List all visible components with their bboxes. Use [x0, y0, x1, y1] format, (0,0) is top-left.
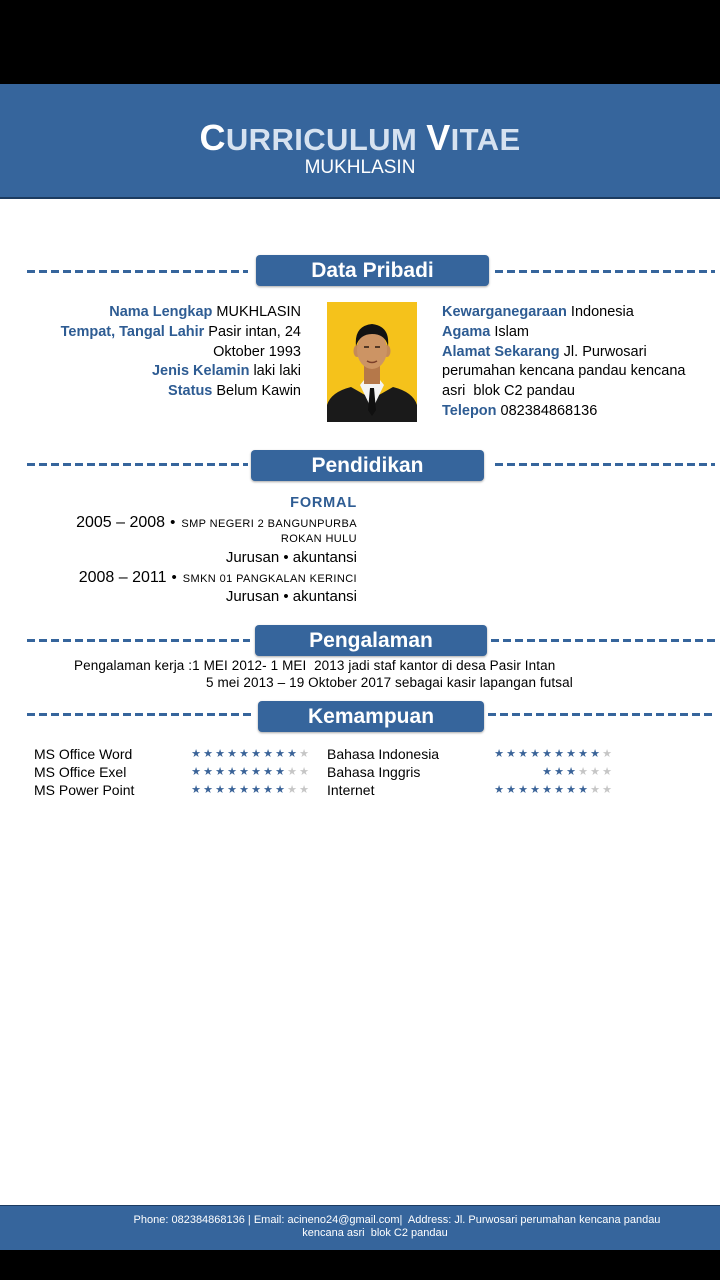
field-value: Islam: [494, 323, 530, 340]
section-divider-right: [495, 270, 715, 273]
field-label: Status: [168, 383, 213, 400]
star-empty-icon: ★: [287, 765, 297, 778]
star-filled-icon: ★: [263, 765, 273, 778]
education-entry-1: [0, 513, 357, 533]
field-current-address: [442, 343, 716, 363]
star-filled-icon: ★: [542, 765, 552, 778]
skill-name: MS Office Word: [34, 746, 133, 762]
field-label: Nama Lengkap: [109, 304, 213, 320]
education-years: 2005 – 2008: [76, 514, 166, 531]
education-entry-2: [0, 568, 357, 588]
star-filled-icon: ★: [566, 783, 576, 796]
skill-name: Bahasa Inggris: [327, 764, 421, 780]
star-empty-icon: ★: [602, 783, 612, 796]
experience-line: 5 mei 2013 – 19 Oktober 2017 sebagai kasir lapangan futsal: [206, 675, 573, 690]
field-religion: [442, 323, 716, 343]
field-birth-place-date-cont: [39, 343, 301, 363]
star-filled-icon: ★: [215, 747, 225, 760]
star-filled-icon: ★: [251, 783, 261, 796]
star-filled-icon: ★: [518, 747, 528, 760]
education-school: SMP NEGERI 2 BANGUNPURBA: [181, 518, 357, 530]
star-filled-icon: ★: [263, 783, 273, 796]
skill-rating: [190, 781, 310, 799]
star-filled-icon: ★: [554, 765, 564, 778]
star-empty-icon: ★: [299, 747, 309, 760]
cv-header: [0, 84, 720, 199]
field-current-address-cont: [442, 382, 716, 402]
bullet-separator: •: [171, 569, 177, 586]
field-current-address-cont: [442, 362, 716, 382]
field-nationality: [442, 303, 716, 323]
section-heading-education: Pendidikan: [251, 450, 484, 481]
field-label: Tempat, Tangal Lahir: [60, 323, 205, 340]
field-value: Pasir intan, 24: [208, 323, 301, 340]
section-heading-experience: Pengalaman: [255, 625, 487, 656]
star-filled-icon: ★: [191, 765, 201, 778]
field-birth-place-date: [39, 323, 301, 343]
top-black-bar: [0, 0, 720, 84]
skill-name: Bahasa Indonesia: [327, 746, 440, 762]
star-empty-icon: ★: [287, 783, 297, 796]
field-value: MUKHLASIN: [216, 304, 301, 320]
star-filled-icon: ★: [542, 747, 552, 760]
document-subtitle-name: MUKHLASIN: [304, 157, 416, 178]
field-value: Belum Kawin: [216, 383, 301, 400]
field-label: Kewarganegaraan: [442, 304, 567, 320]
star-filled-icon: ★: [578, 747, 588, 760]
personal-fields-right: [442, 303, 716, 422]
skill-name: MS Office Exel: [34, 764, 127, 780]
section-heading-personal: Data Pribadi: [256, 255, 489, 286]
star-filled-icon: ★: [506, 783, 516, 796]
star-filled-icon: ★: [566, 747, 576, 760]
bullet-separator: •: [170, 514, 176, 531]
bottom-black-bar: [0, 1250, 720, 1280]
field-value: laki laki: [253, 363, 301, 380]
profile-photo: [327, 302, 417, 422]
footer-contact-line: kencana asri blok C2 pandau: [302, 1227, 448, 1239]
star-filled-icon: ★: [239, 747, 249, 760]
skill-rating: [190, 763, 310, 781]
field-label: Alamat Sekarang: [442, 343, 560, 360]
education-years: 2008 – 2011: [78, 569, 167, 586]
star-filled-icon: ★: [494, 747, 504, 760]
section-divider-left: [27, 639, 250, 642]
star-empty-icon: ★: [590, 765, 600, 778]
cv-footer: [0, 1205, 720, 1250]
field-phone: [442, 402, 716, 422]
education-major: Jurusan • akuntansi: [225, 588, 357, 605]
field-marital-status: [39, 382, 301, 402]
star-filled-icon: ★: [554, 747, 564, 760]
star-empty-icon: ★: [602, 765, 612, 778]
field-value: Oktober 1993: [213, 343, 301, 360]
star-filled-icon: ★: [251, 747, 261, 760]
title-word-vitae: VITAE: [426, 117, 521, 158]
star-filled-icon: ★: [191, 783, 201, 796]
star-empty-icon: ★: [299, 765, 309, 778]
star-filled-icon: ★: [203, 747, 213, 760]
education-school-cont: ROKAN HULU: [280, 533, 357, 545]
star-empty-icon: ★: [602, 747, 612, 760]
section-heading-skills: Kemampuan: [258, 701, 484, 732]
star-filled-icon: ★: [203, 765, 213, 778]
field-value: asri blok C2 pandau: [442, 383, 575, 400]
star-filled-icon: ★: [191, 747, 201, 760]
document-title: [0, 117, 720, 161]
section-divider-left: [27, 463, 248, 466]
star-filled-icon: ★: [275, 765, 285, 778]
section-divider-left: [27, 270, 248, 273]
star-filled-icon: ★: [251, 765, 261, 778]
field-label: Agama: [442, 323, 491, 340]
star-filled-icon: ★: [275, 747, 285, 760]
field-full-name: [39, 303, 301, 323]
star-filled-icon: ★: [239, 765, 249, 778]
star-filled-icon: ★: [566, 765, 576, 778]
section-divider-left: [27, 713, 253, 716]
star-filled-icon: ★: [227, 765, 237, 778]
star-filled-icon: ★: [530, 783, 540, 796]
star-filled-icon: ★: [518, 783, 528, 796]
education-school: SMKN 01 PANGKALAN KERINCI: [182, 573, 357, 585]
section-divider-right: [495, 463, 715, 466]
skill-rating: [453, 763, 613, 781]
star-filled-icon: ★: [227, 747, 237, 760]
star-filled-icon: ★: [215, 783, 225, 796]
star-empty-icon: ★: [590, 783, 600, 796]
education-subheading-formal: FORMAL: [290, 495, 357, 511]
star-filled-icon: ★: [227, 783, 237, 796]
star-filled-icon: ★: [554, 783, 564, 796]
star-empty-icon: ★: [578, 765, 588, 778]
field-label: Telepon: [442, 402, 497, 419]
experience-line: Pengalaman kerja :1 MEI 2012- 1 MEI 2013 jadi staf kantor di desa Pasir Intan: [74, 658, 556, 673]
footer-contact-line: Phone: 082384868136 | Email: acineno24@gmail.com| Address: Jl. Purwosari perumahan kencana pandau: [133, 1214, 661, 1226]
skill-name: MS Power Point: [34, 782, 135, 798]
skill-rating: [453, 781, 613, 799]
title-word-curriculum: CURRICULUM: [199, 117, 418, 158]
star-filled-icon: ★: [215, 765, 225, 778]
star-filled-icon: ★: [494, 783, 504, 796]
star-filled-icon: ★: [590, 747, 600, 760]
skill-rating: [453, 745, 613, 763]
education-major: Jurusan • akuntansi: [225, 549, 357, 566]
field-gender: [39, 362, 301, 382]
field-value: Indonesia: [570, 304, 634, 320]
star-filled-icon: ★: [578, 783, 588, 796]
skill-name: Internet: [327, 782, 375, 798]
star-filled-icon: ★: [275, 783, 285, 796]
star-filled-icon: ★: [263, 747, 273, 760]
personal-fields-left: [39, 303, 301, 402]
star-filled-icon: ★: [287, 747, 297, 760]
star-filled-icon: ★: [239, 783, 249, 796]
section-divider-right: [491, 639, 715, 642]
star-empty-icon: ★: [299, 783, 309, 796]
section-divider-right: [488, 713, 715, 716]
star-filled-icon: ★: [203, 783, 213, 796]
skill-rating: [190, 745, 310, 763]
star-filled-icon: ★: [542, 783, 552, 796]
field-value: perumahan kencana pandau kencana: [442, 363, 686, 380]
field-value: Jl. Purwosari: [563, 343, 647, 360]
field-value: 082384868136: [500, 402, 598, 419]
star-filled-icon: ★: [530, 747, 540, 760]
field-label: Jenis Kelamin: [151, 363, 250, 380]
star-filled-icon: ★: [506, 747, 516, 760]
